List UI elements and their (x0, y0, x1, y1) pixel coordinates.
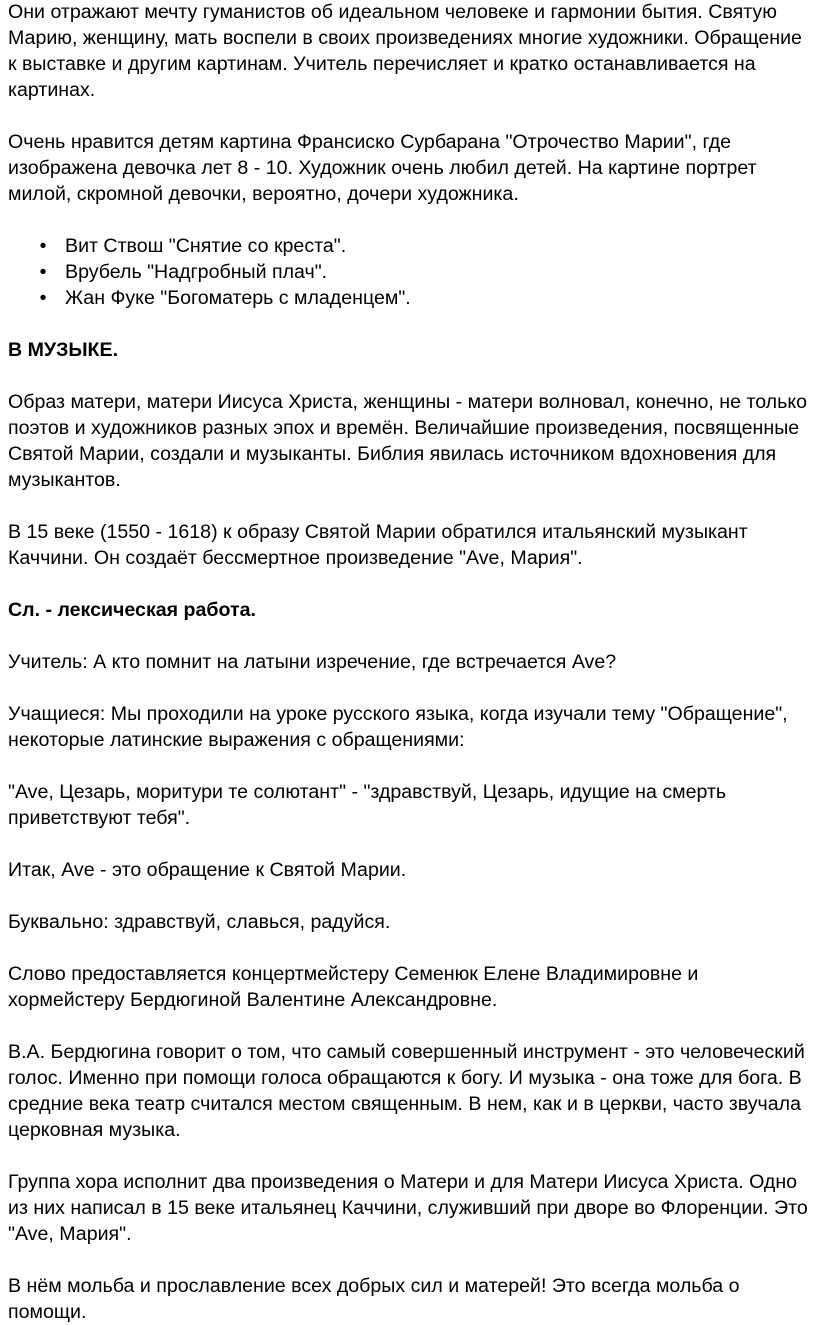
heading-music: В МУЗЫКЕ. (8, 339, 119, 361)
paragraph-mother-image: Образ матери, матери Иисуса Христа, женщины - матери волновал, конечно, не только поэтов и художников разных эпох и времён. Величайшие произведения, посвященные Святой Марии, создали и музыканты. Библия явилась источником вдохновения для музыкантов. (8, 391, 808, 491)
paragraph-prayer: В нём мольба и прославление всех добрых сил и матерей! Это всегда мольба о помощи. (8, 1275, 740, 1323)
paragraph-humanists: Они отражают мечту гуманистов об идеальном человеке и гармонии бытия. Святую Марию, женщину, мать воспели в своих произведениях многие художники. Обращение к выставке и другим картинам. Учитель перечисляет и кратко останавливается на картинах. (8, 1, 802, 101)
list-item (39, 259, 808, 285)
bullet-icon: • (39, 287, 47, 309)
paragraph-latin-phrase: "Ave, Цезарь, моритури те солютант" - "здравствуй, Цезарь, идущие на смерть приветствуют тебя". (8, 781, 727, 829)
list-item-text: Врубель "Надгробный плач". (65, 261, 328, 283)
list-item-text: Вит Ствош "Снятие со креста". (65, 235, 347, 257)
list-item (39, 285, 808, 311)
paragraph-teacher-question: Учитель: А кто помнит на латыни изречение, где встречается Ave? (8, 651, 617, 673)
paragraph-students-answer: Учащиеся: Мы проходили на уроке русского языка, когда изучали тему "Обращение", некоторые латинские выражения с обращениями: (8, 703, 788, 751)
paragraph-speakers: Слово предоставляется концертмейстеру Семенюк Елене Владимировне и хормейстеру Бердюгиной Валентине Александровне. (8, 963, 699, 1011)
paragraph-ave-meaning: Итак, Ave - это обращение к Святой Марии. (8, 859, 407, 881)
paragraph-zurbaran: Очень нравится детям картина Франсиско Сурбарана "Отрочество Марии", где изображена девочка лет 8 - 10. Художник очень любил детей. На картине портрет милой, скромной девочки, вероятно, дочери художника. (8, 131, 757, 205)
paragraph-literal-meaning: Буквально: здравствуй, славься, радуйся. (8, 911, 391, 933)
bullet-icon: • (39, 261, 47, 283)
list-item-text: Жан Фуке "Богоматерь с младенцем". (65, 287, 411, 309)
paragraph-human-voice: В.А. Бердюгина говорит о том, что самый совершенный инструмент - это человеческий голос. Именно при помощи голоса обращаются к богу. И музыка - она тоже для бога. В средние века театр считался местом священным. В нем, как и в церкви, часто звучала церковная музыка. (8, 1041, 805, 1141)
heading-lexical-work: Сл. - лексическая работа. (8, 599, 256, 621)
paintings-list (8, 233, 808, 311)
list-item (39, 233, 808, 259)
paragraph-choir: Группа хора исполнит два произведения о Матери и для Матери Иисуса Христа. Одно из них написал в 15 веке итальянец Каччини, служивший при дворе во Флоренции. Это "Ave, Мария". (8, 1171, 808, 1245)
bullet-icon: • (39, 235, 47, 257)
paragraph-caccini: В 15 веке (1550 - 1618) к образу Святой Марии обратился итальянский музыкант Каччини. Он создаёт бессмертное произведение "Ave, Мария". (8, 521, 748, 569)
document-page (8, 0, 808, 1325)
